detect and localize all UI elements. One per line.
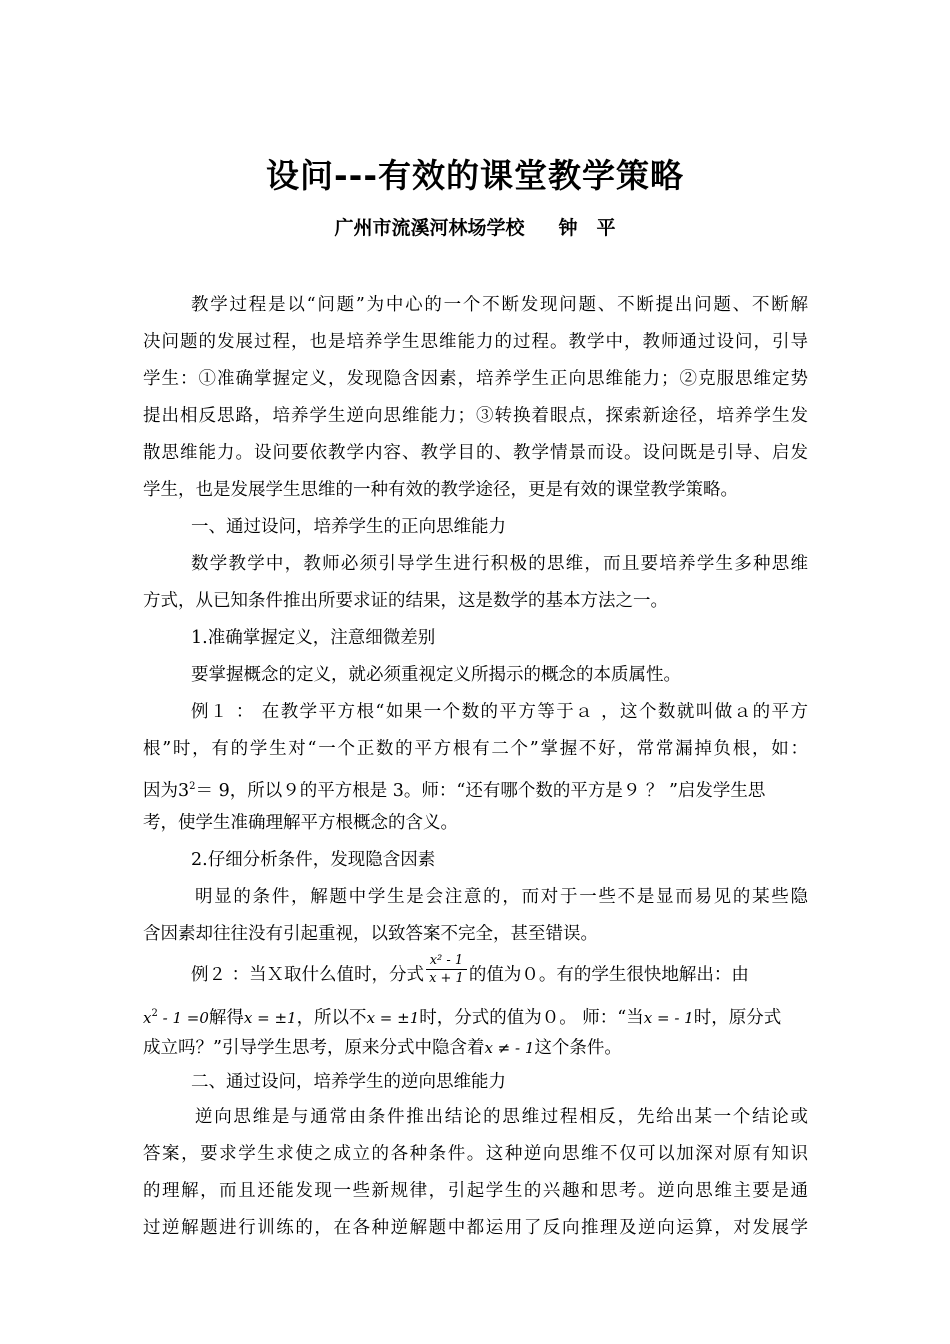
paragraph-line: 学生，也是发展学生思维的一种有效的教学途径，更是有效的课堂教学策略。 <box>143 480 738 500</box>
paragraph-line: 要掌握概念的定义，就必须重视定义所揭示的概念的本质属性。 <box>191 665 681 685</box>
document-title: 设问---有效的课堂教学策略 <box>265 156 685 195</box>
superscript: 2 <box>189 781 196 792</box>
subsection-heading: 1.准确掌握定义，注意细微差别 <box>191 628 436 648</box>
paragraph-line: 方式，从已知条件推出所要求证的结果，这是数学的基本方法之一。 <box>143 591 668 611</box>
example-text: 因为3 <box>143 780 190 801</box>
paragraph-line: 含因素却往往没有引起重视，以致答案不完全，甚至错误。 <box>143 924 598 944</box>
example-line <box>143 953 808 997</box>
example-text: 解得 <box>208 1007 244 1028</box>
paragraph-line: 数学教学中，教师必须引导学生进行积极的思维，而且要培养学生多种思维 <box>191 554 808 574</box>
example-text: 的值为０。有的学生很快地解出：由 <box>468 965 749 985</box>
example-line: 考，使学生准确理解平方根概念的含义。 <box>143 813 458 833</box>
example-text: 时，原分式 <box>693 1007 782 1028</box>
example-line <box>143 1031 808 1065</box>
fraction-numerator: x² - 1 <box>426 952 467 970</box>
fraction <box>426 952 467 987</box>
paragraph-line: 提出相反思路，培养学生逆向思维能力；③转换着眼点，探索新途径，培养学生发 <box>143 406 808 426</box>
example-text: 这个条件。 <box>534 1038 622 1058</box>
math-text: x = ±1 <box>366 1008 420 1027</box>
paragraph-line: 明显的条件，解题中学生是会注意的，而对于一些不是显而易见的某些隐 <box>195 887 808 907</box>
math-text: - 1 =0 <box>157 1008 209 1027</box>
math-text: x <box>143 1008 152 1027</box>
example-line: 例１ ： 在教学平方根“如果一个数的平方等于ａ ，这个数就叫做ａ的平方 <box>191 702 808 722</box>
superscript: 2 <box>151 1008 158 1019</box>
paragraph-line: 学生：①准确掌握定义，发现隐含因素，培养学生正向思维能力；②克服思维定势 <box>143 369 808 389</box>
author-school: 广州市流溪河林场学校 <box>334 217 525 239</box>
section-heading: 二、通过设问，培养学生的逆向思维能力 <box>191 1072 506 1092</box>
example-text: ＝ 9，所以９的平方根是 3。师：“还有哪个数的平方是９ ？ ”启发学生思 <box>195 780 766 801</box>
author-name: 钟 平 <box>558 217 616 239</box>
math-text: x = - 1 <box>643 1008 694 1027</box>
example-text: 成立吗？”引导学生思考，原来分式中隐含着 <box>143 1038 485 1058</box>
example-text: 例２ ：当Ｘ取什么值时，分式 <box>191 965 425 985</box>
paragraph-line: 答案，要求学生求使之成立的各种条件。这种逆向思维不仅可以加深对原有知识 <box>143 1144 808 1164</box>
paragraph-line: 散思维能力。设问要依教学内容、教学目的、教学情景而设。设问既是引导、启发 <box>143 443 808 463</box>
example-line <box>143 768 808 805</box>
math-text: x = ±1 <box>243 1008 297 1027</box>
subsection-heading: 2.仔细分析条件，发现隐含因素 <box>191 850 436 870</box>
example-line <box>143 997 808 1031</box>
example-line: 根”时，有的学生对“一个正数的平方根有二个”掌握不好，常常漏掉负根，如： <box>143 739 808 759</box>
example-text: 时，分式的值为０。 师：“当 <box>419 1007 644 1028</box>
paragraph-line: 决问题的发展过程，也是培养学生思维能力的过程。教学中，教师通过设问，引导 <box>143 332 808 352</box>
body-text <box>143 287 808 1247</box>
paragraph-line: 教学过程是以“问题”为中心的一个不断发现问题、不断提出问题、不断解 <box>191 295 808 315</box>
example-text: ，所以不 <box>296 1007 367 1028</box>
paragraph-line: 过逆解题进行训练的，在各种逆解题中都运用了反向推理及逆向运算，对发展学 <box>143 1218 808 1238</box>
paragraph-line: 的理解，而且还能发现一些新规律，引起学生的兴趣和思考。逆向思维主要是通 <box>143 1181 808 1201</box>
section-heading: 一、通过设问，培养学生的正向思维能力 <box>191 517 506 537</box>
author-line <box>0 213 950 240</box>
fraction-denominator: x + 1 <box>429 971 464 986</box>
math-text: x ≠ - 1 <box>484 1039 535 1057</box>
paragraph-line: 逆向思维是与通常由条件推出结论的思维过程相反，先给出某一个结论或 <box>195 1107 808 1127</box>
